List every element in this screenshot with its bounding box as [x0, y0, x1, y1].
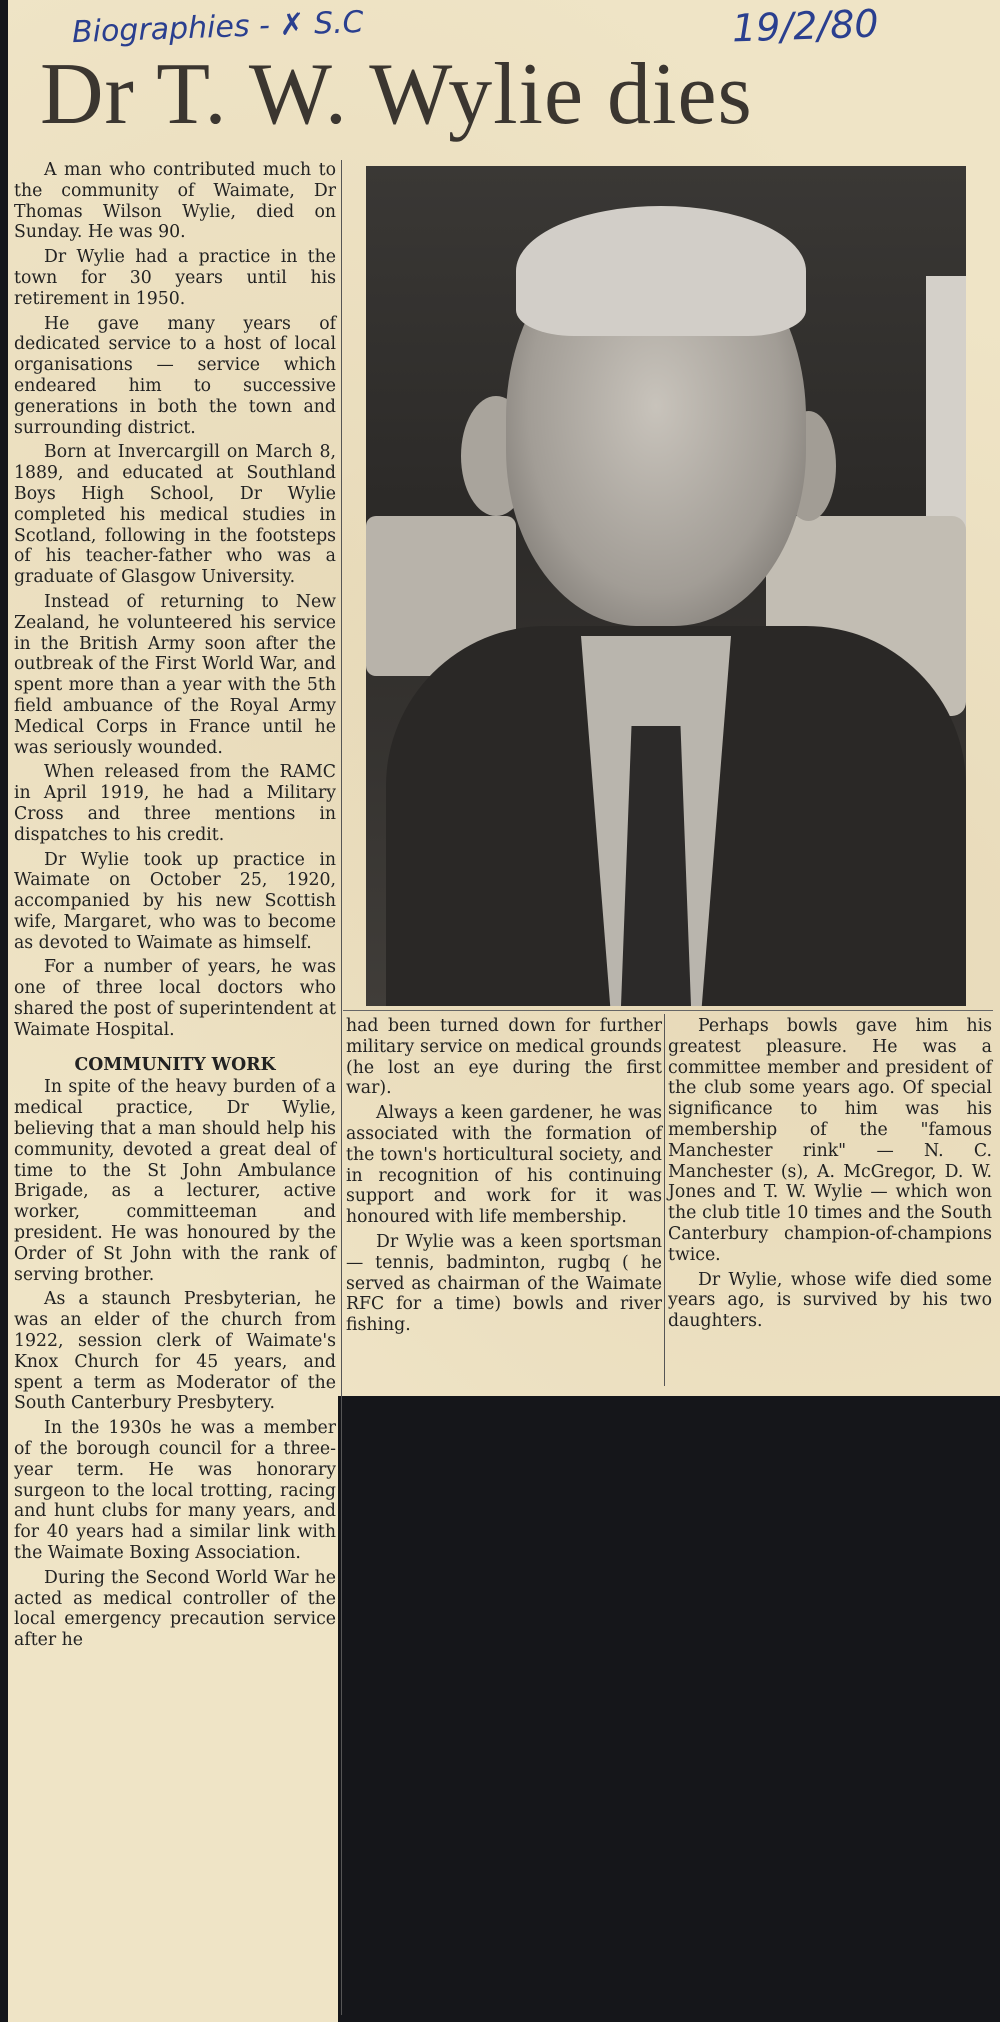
paragraph: Instead of returning to New Zealand, he volunteered his service in the British Army soon after the outbreak of the First World War, and spent more than a year with the 5th field ambuance of the Royal Army Medical Corps in France until he was seriously wounded.: [14, 591, 336, 758]
portrait-photo: [366, 166, 966, 1006]
handwritten-date: 19/2/80: [731, 1, 880, 51]
paragraph: Dr Wylie had a practice in the town for 30 years until his retirement in 1950.: [14, 247, 336, 309]
paragraph: Perhaps bowls gave him his greatest pleasure. He was a committee member and president of the club some years ago. Of special significance to him was his membership of the "famous Manchester rink" — N. C. Manchester (s), A. McGregor, D. W. Jones and T. W. Wylie — which won the club title 10 times and the South Canterbury champion-of-champions twice.: [668, 1016, 992, 1265]
article-column-1: [14, 160, 336, 1655]
paragraph: When released from the RAMC in April 1919, he had a Military Cross and three mentions in dispatches to his credit.: [14, 762, 336, 845]
column-rule-2: [664, 1014, 665, 1386]
paragraph: Always a keen gardener, he was associated with the formation of the town's horticultural society, and in recognition of his continuing support and work for it was honoured with life membership.: [346, 1103, 662, 1228]
paragraph: In the 1930s he was a member of the borough council for a three-year term. He was honorary surgeon to the local trotting, racing and hunt clubs for many years, and for 40 years had a similar link with the Waimate Boxing Association.: [14, 1418, 336, 1563]
paragraph: During the Second World War he acted as medical controller of the local emergency precaution service after he: [14, 1567, 336, 1651]
paragraph: A man who contributed much to the community of Waimate, Dr Thomas Wilson Wylie, died on Sunday. He was 90.: [14, 160, 336, 243]
article-column-2: [346, 1016, 662, 1340]
paragraph: In spite of the heavy burden of a medical practice, Dr Wylie, believing that a man should help his community, devoted a great deal of time to the St John Ambulance Brigade, as a lecturer, active worker, committeeman and president. He was honoured by the Order of St John with the rank of serving brother.: [14, 1077, 336, 1285]
handwritten-note-left: Biographies - ✗ S.C: [71, 4, 365, 51]
paragraph: had been turned down for further military service on medical grounds (he lost an eye during the first war).: [346, 1016, 662, 1099]
paragraph: He gave many years of dedicated service to a host of local organisations — service which endeared him to successive generations in both the town and surrounding district.: [14, 313, 336, 438]
paragraph: Born at Invercargill on March 8, 1889, and educated at Southland Boys High School, Dr Wylie completed his medical studies in Scotland, following in the footsteps of his teacher-father who was a graduate of Glasgow University.: [14, 442, 336, 588]
paragraph: Dr Wylie was a keen sportsman — tennis, badminton, rugbq ( he served as chairman of the Waimate RFC for a time) bowls and river fishing.: [346, 1231, 662, 1336]
paragraph: For a number of years, he was one of three local doctors who shared the post of superintendent at Waimate Hospital.: [14, 957, 336, 1040]
photo-bottom-rule: [343, 1010, 993, 1011]
subheading: COMMUNITY WORK: [74, 1054, 276, 1075]
article-column-3: [668, 1016, 992, 1336]
paragraph: Dr Wylie took up practice in Waimate on October 25, 1920, accompanied by his new Scottish wife, Margaret, who was to become as devoted to Waimate as himself.: [14, 849, 336, 953]
paragraph: Dr Wylie, whose wife died some years ago, is survived by his two daughters.: [668, 1269, 992, 1332]
headline: Dr T. W. Wylie dies: [40, 46, 753, 143]
paragraph: As a staunch Presbyterian, he was an elder of the church from 1922, session clerk of Waimate's Knox Church for 45 years, and spent a term as Moderator of the South Canterbury Presbytery.: [14, 1289, 336, 1414]
column-rule-1: [341, 160, 342, 2015]
